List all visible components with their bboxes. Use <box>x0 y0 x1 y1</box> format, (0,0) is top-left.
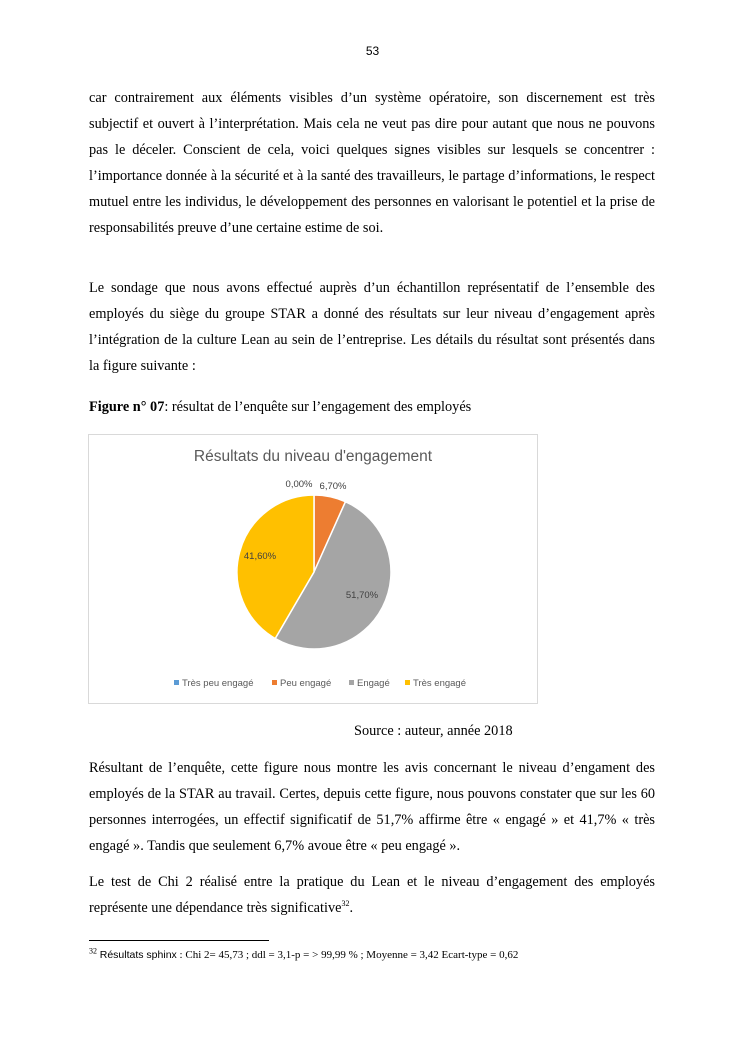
legend-swatch-engag- <box>349 680 354 685</box>
legend-label-peu-engag-: Peu engagé <box>280 678 332 689</box>
legend-label-tr-s-engag-: Très engagé <box>413 678 466 689</box>
legend-label-tr-s-peu-engag-: Très peu engagé <box>182 678 254 689</box>
footnote <box>89 947 518 963</box>
footnote-label: Résultats sphinx <box>99 949 177 961</box>
footnote-mark: 32 <box>89 946 97 956</box>
data-label-engag-: 51,70% <box>345 590 379 601</box>
figure-caption-text: : résultat de l’enquête sur l’engagement des employés <box>164 399 472 415</box>
figure-label: Figure n° 07 <box>89 399 165 415</box>
legend-swatch-peu-engag- <box>272 680 277 685</box>
chart-title: Résultats du niveau d'engagement <box>193 448 433 465</box>
legend-item-peu-engag- <box>272 678 331 689</box>
paragraph-results: Résultant de l’enquête, cette figure nous montre les avis concernant le niveau d’engament des employés de la STAR au travail. Certes, depuis cette figure, nous pouvons constater que sur les 60 personnes interrogées, un effectif significatif de 51,7% affirme être « engagé » et 41,7% « très engagé ». Tandis que seulement 6,7% avoue être « peu engagé ». <box>89 760 655 854</box>
page-number: 53 <box>365 44 380 58</box>
legend-swatch-tr-s-peu-engag- <box>174 680 179 685</box>
footnote-text: : Chi 2= 45,73 ; ddl = 3,1-p = > 99,99 % ; Moyenne = 3,42 Ecart-type = 0,62 <box>176 949 519 961</box>
paragraph-chi2-text: Le test de Chi 2 réalisé entre la pratique du Lean et le niveau d’engagement des employés représente une dépendance très significative <box>89 874 655 916</box>
paragraph-survey: Le sondage que nous avons effectué auprès d’un échantillon représentatif de l’ensemble des employés du siège du groupe STAR a donné des résultats sur leur niveau d’engagement après l’intégration de la culture Lean au sein de l’entreprise. Les détails du résultat sont présentés dans la figure suivante : <box>89 280 655 374</box>
legend-item-tr-s-peu-engag- <box>174 678 253 689</box>
data-label-peu-engag-: 6,70% <box>319 481 347 492</box>
legend-item-tr-s-engag- <box>405 678 466 689</box>
pie-chart <box>89 435 537 703</box>
paragraph-chi2 <box>89 869 655 921</box>
data-label-tr-s-engag-: 41,60% <box>243 551 277 562</box>
data-label-tr-s-peu-engag-: 0,00% <box>285 479 313 490</box>
figure-source: Source : auteur, année 2018 <box>354 723 513 739</box>
paragraph-chi2-end: . <box>349 900 354 916</box>
legend-label-engag-: Engagé <box>357 678 390 689</box>
footnote-divider <box>89 940 269 941</box>
legend-swatch-tr-s-engag- <box>405 680 410 685</box>
paragraph-intro: car contrairement aux éléments visibles d’un système opératoire, son discernement est très subjectif et ouvert à l’interprétation. Mais cela ne veut pas dire pour autant que nous ne pouvons pas le déceler. Conscient de cela, voici quelques signes visibles sur lesquels se concentrer : l’importance donnée à la sécurité et à la santé des travailleurs, le partage d’informations, le respect mutuel entre les individus, le développement des personnes en valorisant le potentiel et la prise de responsabilités preuve d’une certaine estime de soi. <box>89 90 655 236</box>
legend-item-engag- <box>349 678 390 689</box>
footnote-reference[interactable]: 32 <box>341 899 350 909</box>
pie-chart-container <box>88 434 538 704</box>
figure-caption <box>89 396 471 418</box>
